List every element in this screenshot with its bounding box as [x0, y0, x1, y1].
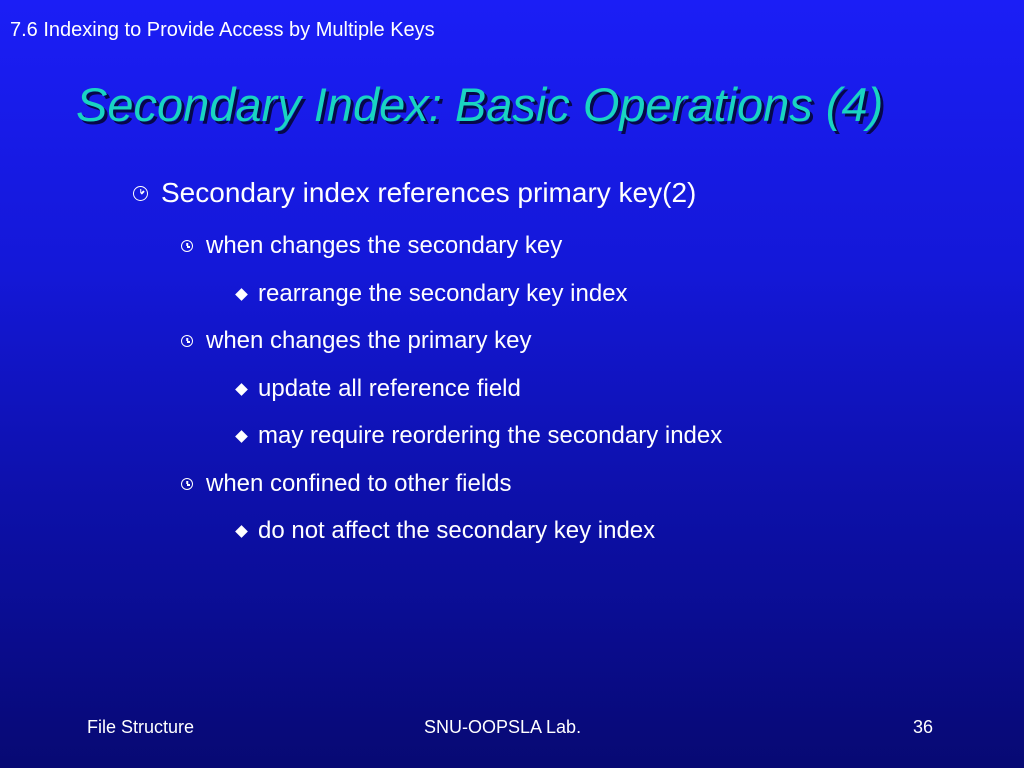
footer-course: File Structure: [87, 717, 195, 737]
bullet-text: do not affect the secondary key index: [258, 517, 656, 544]
bullet-text: update all reference field: [258, 375, 521, 402]
bullet-text: Secondary index references primary key(2): [161, 177, 697, 208]
diamond-icon: [235, 525, 248, 538]
slide-title: Secondary Index: Basic Operations (4): [76, 78, 884, 131]
bullet-level2: [181, 327, 532, 355]
bullet-text: when changes the primary key: [206, 327, 532, 354]
diamond-icon: [235, 430, 248, 443]
clock-icon: [181, 240, 193, 252]
bullet-text: may require reordering the secondary index: [258, 422, 723, 449]
bullet-text: rearrange the secondary key index: [258, 280, 628, 307]
diamond-icon: [235, 383, 248, 396]
footer-page-number: 36: [913, 717, 934, 737]
clock-icon: [181, 478, 193, 490]
diamond-icon: [235, 288, 248, 301]
bullet-text: when confined to other fields: [206, 470, 512, 497]
bullet-level1: [133, 176, 696, 210]
clock-icon: [181, 335, 193, 347]
bullet-level3: [234, 517, 655, 545]
bullet-level2: [181, 232, 562, 260]
bullet-level2: [181, 470, 512, 498]
footer-lab: SNU-OOPSLA Lab.: [424, 717, 582, 737]
section-label: 7.6 Indexing to Provide Access by Multiple Keys: [10, 19, 435, 41]
clock-icon: [133, 186, 148, 201]
bullet-level3: [234, 280, 628, 308]
bullet-level3: [234, 422, 722, 450]
bullet-text: when changes the secondary key: [206, 232, 563, 259]
bullet-level3: [234, 375, 521, 403]
